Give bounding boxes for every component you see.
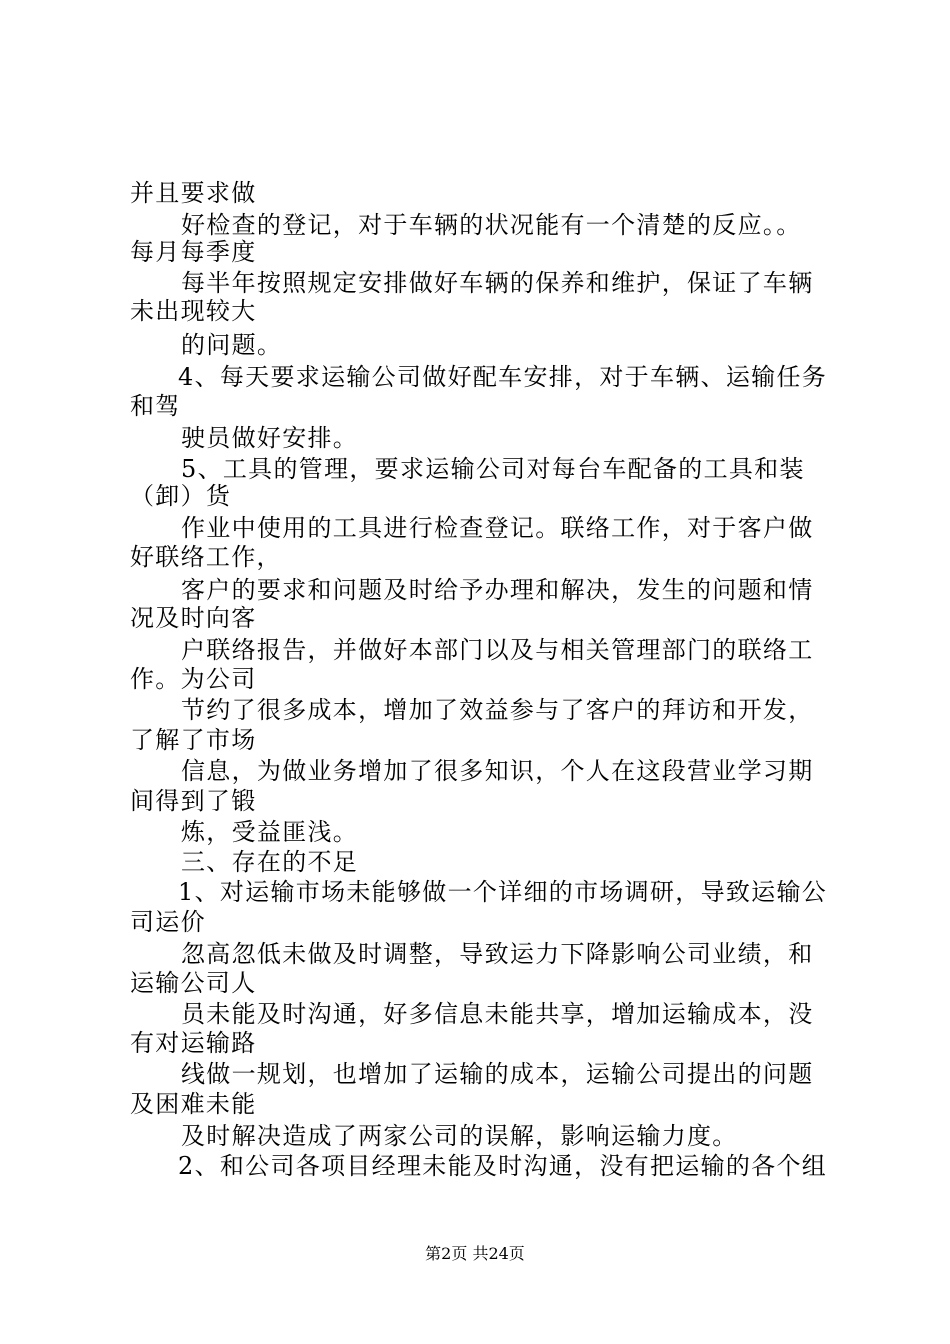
text-line: 炼，受益匪浅。: [181, 818, 359, 846]
text-line: 5、工具的管理，要求运输公司对每台车配备的工具和装: [181, 455, 805, 483]
text-line: 信息，为做业务增加了很多知识，个人在这段营业学习期: [181, 757, 814, 785]
text-line: 及困难未能: [130, 1090, 257, 1118]
text-line: 并且要求做: [130, 179, 257, 207]
text-line: 运输公司人: [130, 969, 257, 997]
text-line: 司运价: [130, 908, 206, 936]
text-line: 1、对运输市场未能够做一个详细的市场调研，导致运输公: [178, 878, 828, 906]
text-line: 每月每季度: [130, 238, 257, 266]
text-line: 2、和公司各项目经理未能及时沟通，没有把运输的各个组: [178, 1152, 828, 1180]
text-line: 作业中使用的工具进行检查登记。联络工作，对于客户做: [181, 514, 814, 542]
text-line: 客户的要求和问题及时给予办理和解决，发生的问题和情: [181, 576, 814, 604]
text-line: （卸）货: [130, 482, 232, 510]
text-line: 未出现较大: [130, 297, 257, 325]
text-line: 每半年按照规定安排做好车辆的保养和维护，保证了车辆: [181, 269, 814, 297]
text-line: 况及时向客: [130, 604, 257, 632]
text-line: 三、存在的不足: [181, 848, 359, 876]
text-line: 有对运输路: [130, 1029, 257, 1057]
text-line: 的问题。: [181, 331, 283, 359]
page-number-footer: 第2页 共24页: [425, 1244, 525, 1263]
text-line: 及时解决造成了两家公司的误解，影响运输力度。: [181, 1122, 738, 1150]
text-line: 员未能及时沟通，好多信息未能共享，增加运输成本，没: [181, 1000, 814, 1028]
text-line: 作。为公司: [130, 665, 257, 693]
text-line: 好检查的登记，对于车辆的状况能有一个清楚的反应。。: [181, 211, 802, 239]
text-line: 间得到了锻: [130, 787, 257, 815]
text-line: 线做一规划，也增加了运输的成本，运输公司提出的问题: [181, 1060, 814, 1088]
text-line: 驶员做好安排。: [181, 424, 359, 452]
text-line: 户联络报告，并做好本部门以及与相关管理部门的联络工: [181, 636, 814, 664]
text-line: 和驾: [130, 392, 181, 420]
text-line: 了解了市场: [130, 726, 257, 754]
text-line: 节约了很多成本，增加了效益参与了客户的拜访和开发，: [181, 696, 814, 724]
text-line: 忽高忽低未做及时调整，导致运力下降影响公司业绩，和: [181, 940, 814, 968]
text-line: 4、每天要求运输公司做好配车安排，对于车辆、运输任务: [178, 363, 828, 391]
text-line: 好联络工作，: [130, 543, 282, 571]
